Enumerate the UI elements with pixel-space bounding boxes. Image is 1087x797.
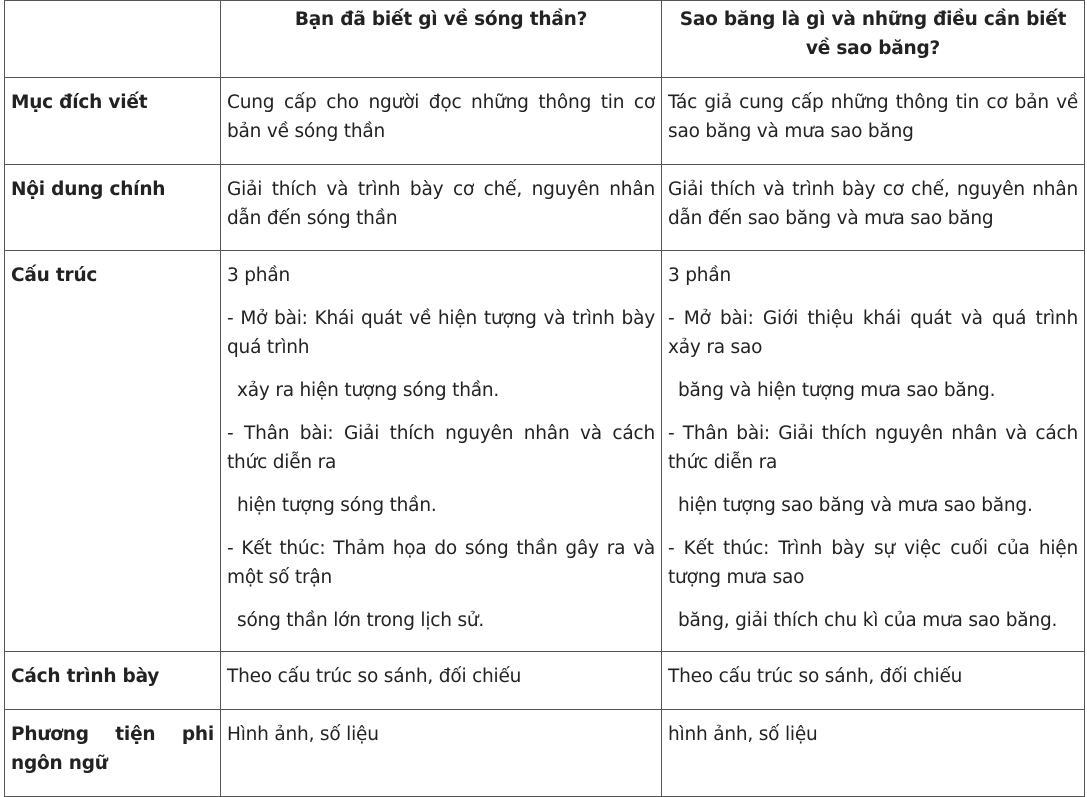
comparison-table — [4, 0, 1085, 797]
paragraph: - Thân bài: Giải thích nguyên nhân và cách thức diễn ra — [227, 423, 655, 473]
row-label-cau-truc: Cấu trúc — [5, 251, 221, 652]
table-row — [5, 165, 1085, 251]
cell-muc-dich-song-than: Cung cấp cho người đọc những thông tin cơ bản về sóng thần — [221, 78, 662, 165]
paragraph: 3 phần — [668, 265, 731, 286]
cell-noi-dung-sao-bang: Giải thích và trình bày cơ chế, nguyên nhân dẫn đến sao băng và mưa sao băng — [662, 165, 1085, 251]
paragraph: băng, giải thích chu kì của mưa sao băng. — [678, 610, 1058, 631]
cell-cau-truc-song-than — [221, 251, 662, 652]
cell-phuong-tien-sao-bang: hình ảnh, số liệu — [662, 710, 1085, 797]
row-label-cach-trinh-bay: Cách trình bày — [5, 652, 221, 710]
table-row — [5, 251, 1085, 652]
cell-cau-truc-sao-bang — [662, 251, 1085, 652]
paragraph: sóng thần lớn trong lịch sử. — [237, 610, 485, 631]
paragraph: hiện tượng sóng thần. — [237, 495, 437, 516]
table-row — [5, 78, 1085, 165]
table-row — [5, 652, 1085, 710]
row-label-muc-dich: Mục đích viết — [5, 78, 221, 165]
cell-muc-dich-sao-bang: Tác giả cung cấp những thông tin cơ bản về sao băng và mưa sao băng — [662, 78, 1085, 165]
header-empty-cell — [5, 1, 221, 78]
paragraph: băng và hiện tượng mưa sao băng. — [678, 380, 996, 401]
cell-cach-trinh-bay-song-than: Theo cấu trúc so sánh, đối chiếu — [221, 652, 662, 710]
row-label-phuong-tien: Phương tiện phi ngôn ngữ — [5, 710, 221, 797]
paragraph: - Mở bài: Giới thiệu khái quát và quá trình xảy ra sao — [668, 308, 1078, 358]
paragraph: hiện tượng sao băng và mưa sao băng. — [678, 495, 1033, 516]
paragraph: - Kết thúc: Trình bày sự việc cuối của hiện tượng mưa sao — [668, 538, 1078, 588]
header-row — [5, 1, 1085, 78]
paragraph: - Kết thúc: Thảm họa do sóng thần gây ra và một số trận — [227, 538, 655, 588]
cell-phuong-tien-song-than: Hình ảnh, số liệu — [221, 710, 662, 797]
paragraph: xảy ra hiện tượng sóng thần. — [237, 380, 500, 401]
cell-noi-dung-song-than: Giải thích và trình bày cơ chế, nguyên nhân dẫn đến sóng thần — [221, 165, 662, 251]
paragraph: - Mở bài: Khái quát về hiện tượng và trình bày quá trình — [227, 308, 655, 358]
row-label-noi-dung: Nội dung chính — [5, 165, 221, 251]
header-sao-bang: Sao băng là gì và những điều cần biết về sao băng? — [662, 1, 1085, 78]
paragraph: 3 phần — [227, 265, 290, 286]
header-song-than: Bạn đã biết gì về sóng thần? — [221, 1, 662, 78]
table-row — [5, 710, 1085, 797]
cell-cach-trinh-bay-sao-bang: Theo cấu trúc so sánh, đối chiếu — [662, 652, 1085, 710]
paragraph: - Thân bài: Giải thích nguyên nhân và cách thức diễn ra — [668, 423, 1078, 473]
